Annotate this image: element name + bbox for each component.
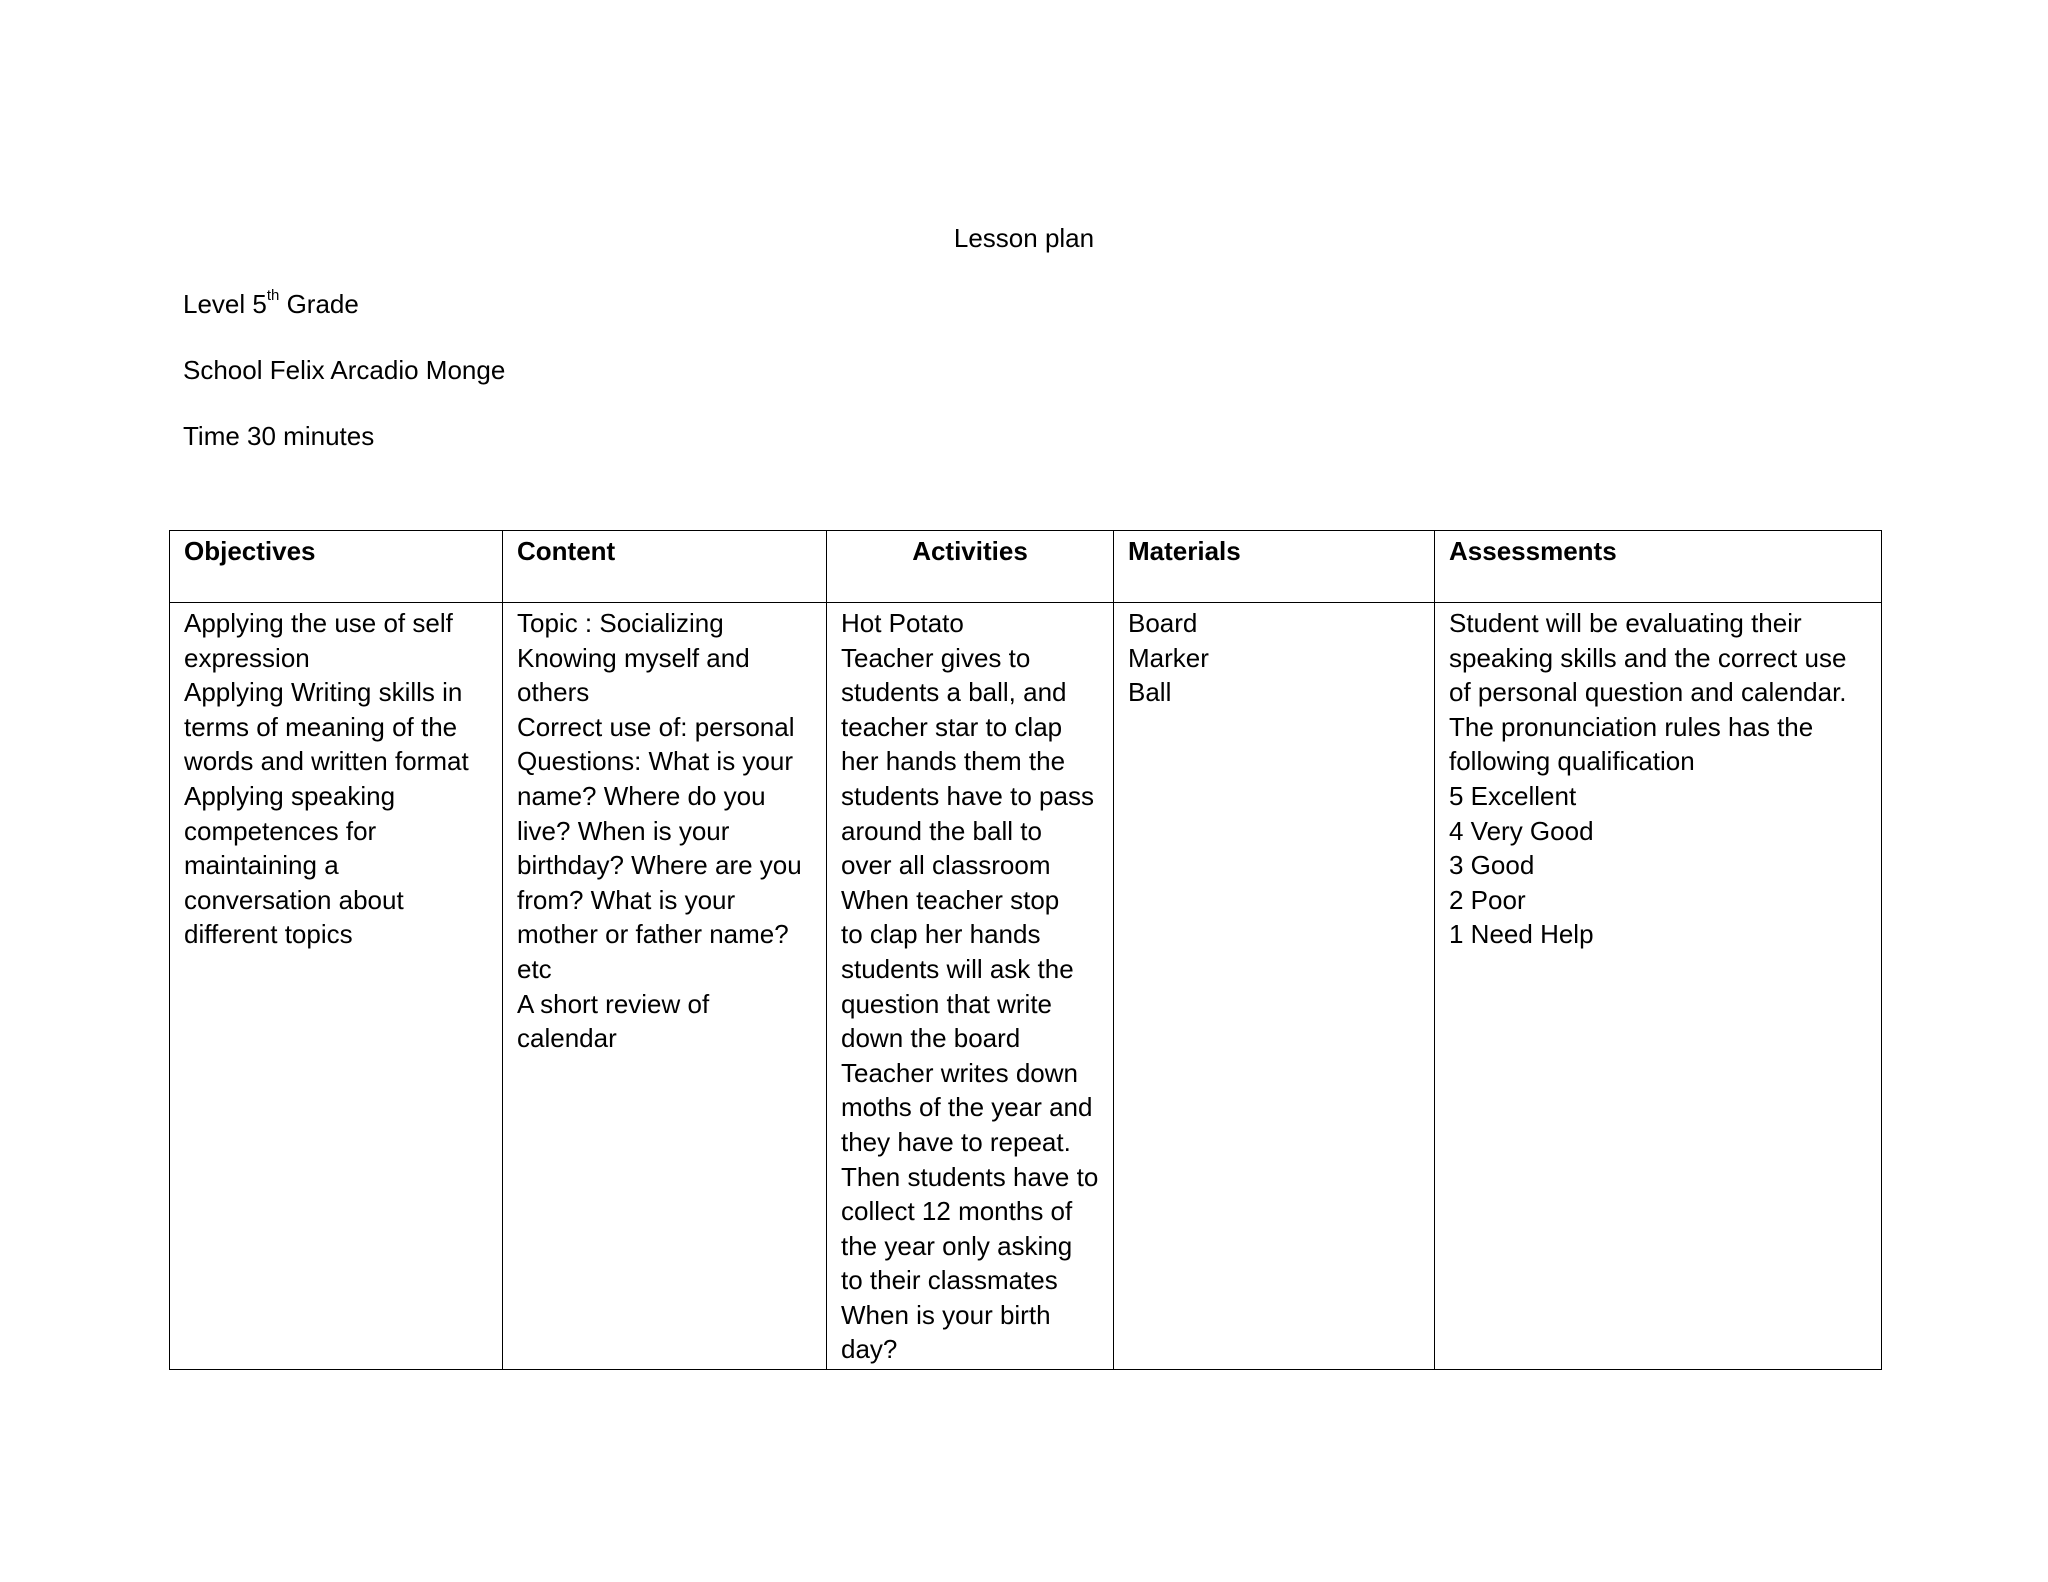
activities-line: Teacher gives to [841,642,1031,673]
activities-line: When is your birth [841,1299,1051,1330]
assessments-line: speaking skills and the correct use [1449,642,1847,673]
activities-line: Then students have to [841,1161,1099,1192]
activities-line: day? [841,1334,898,1365]
activities-line: to clap her hands [841,919,1041,950]
content-line: birthday? Where are you [517,850,802,881]
assessments-cell [1435,603,1882,1370]
objectives-line: competences for [184,815,377,846]
assessments-line: of personal question and calendar. [1449,677,1847,708]
activities-line: her hands them the [841,746,1066,777]
assessments-line: 3 Good [1449,850,1535,881]
activities-line: they have to repeat. [841,1126,1071,1157]
assessments-line: 2 Poor [1449,884,1526,915]
school-line: School Felix Arcadio Monge [183,355,506,385]
assessments-line: 4 Very Good [1449,815,1594,846]
activities-line: moths of the year and [841,1092,1093,1123]
content-line: Topic : Socializing [517,608,724,638]
objectives-line: terms of meaning of the [184,711,458,742]
activities-line: teacher star to clap [841,711,1063,742]
activities-line: students a ball, and [841,677,1067,708]
level-line [183,287,359,321]
materials-cell [1114,603,1435,1370]
level-superscript: th [266,287,280,305]
activities-line: to their classmates [841,1265,1058,1296]
header-activities: Activities [827,531,1114,603]
content-line: name? Where do you [517,780,766,811]
activities-line: Teacher writes down [841,1057,1078,1088]
content-cell [503,603,827,1370]
activities-line: over all classroom [841,850,1051,881]
objectives-line: maintaining a [184,850,339,881]
content-line: etc [517,953,552,984]
content-line: Correct use of: personal [517,711,795,742]
table-row [170,603,1882,1370]
content-line: live? When is your [517,815,730,846]
lesson-plan-table [169,530,1882,1370]
content-line: Knowing myself and [517,642,750,673]
header-content: Content [503,531,827,603]
materials-line: Marker [1128,642,1209,673]
content-line: calendar [517,1023,617,1054]
activities-line: students will ask the [841,953,1074,984]
objectives-line: Applying speaking [184,780,396,811]
content-line: from? What is your [517,884,736,915]
header-assessments: Assessments [1435,531,1882,603]
objectives-line: words and written format [184,746,469,777]
content-line: others [517,677,590,708]
activities-line: question that write [841,988,1053,1019]
table-header-row [170,531,1882,603]
objectives-cell [170,603,503,1370]
assessments-line: 1 Need Help [1449,919,1594,950]
objectives-line: expression [184,642,310,673]
objectives-line: Applying the use of self [184,608,453,638]
activities-line: around the ball to [841,815,1042,846]
materials-line: Ball [1128,677,1172,708]
activities-line: Hot Potato [841,608,964,638]
page-title: Lesson plan [953,223,1095,253]
activities-cell [827,603,1114,1370]
content-line: A short review of [517,988,710,1019]
assessments-line: following qualification [1449,746,1695,777]
assessments-line: 5 Excellent [1449,780,1577,811]
activities-line: down the board [841,1023,1021,1054]
header-objectives: Objectives [170,531,503,603]
assessments-line: The pronunciation rules has the [1449,711,1814,742]
objectives-line: Applying Writing skills in [184,677,463,708]
assessments-line: Student will be evaluating their [1449,608,1802,638]
materials-line: Board [1128,608,1198,638]
level-prefix: Level 5 [183,289,267,319]
activities-line: the year only asking [841,1230,1073,1261]
content-line: mother or father name? [517,919,789,950]
level-suffix: Grade [279,289,359,319]
activities-line: When teacher stop [841,884,1060,915]
objectives-line: conversation about [184,884,404,915]
activities-line: students have to pass [841,780,1094,811]
activities-line: collect 12 months of [841,1196,1073,1227]
time-line: Time 30 minutes [183,421,375,451]
objectives-line: different topics [184,919,353,950]
content-line: Questions: What is your [517,746,793,777]
header-materials: Materials [1114,531,1435,603]
